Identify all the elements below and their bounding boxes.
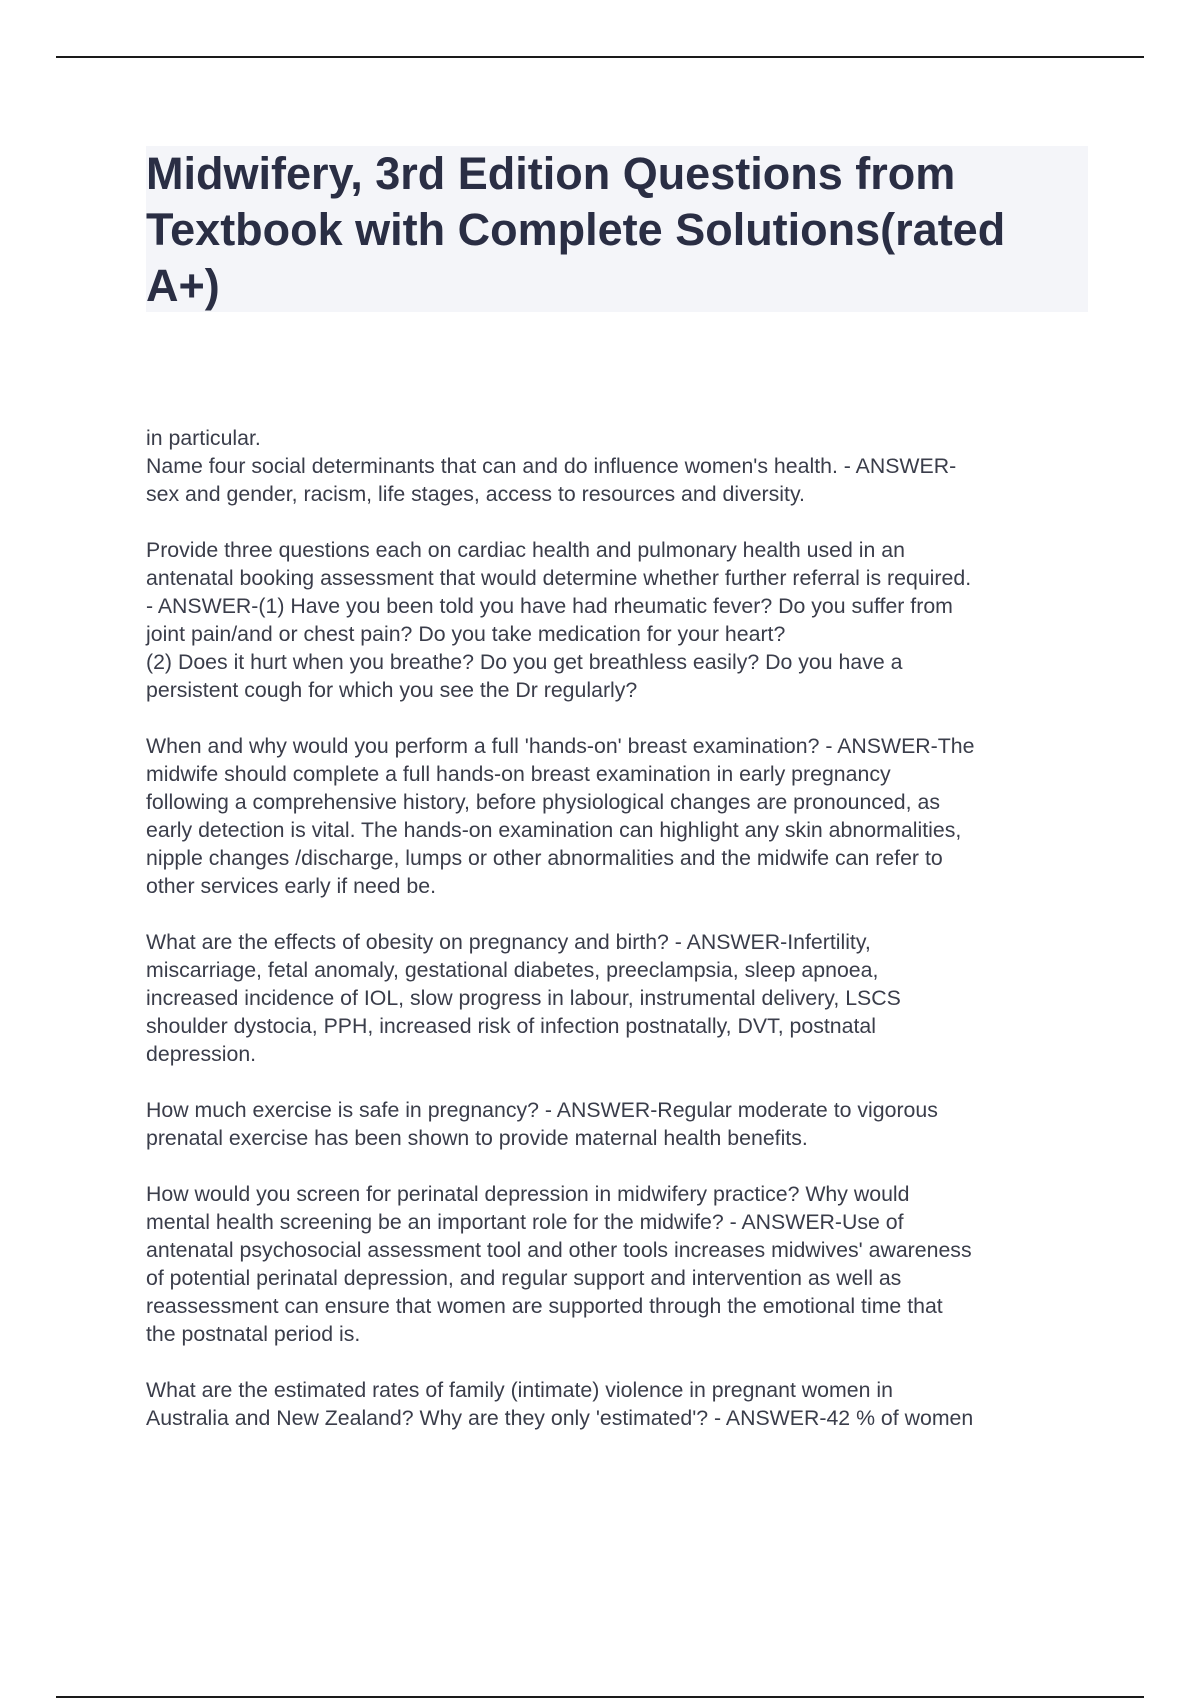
title-block [146, 146, 1088, 312]
bottom-rule [56, 1696, 1144, 1698]
qa-paragraph-3: When and why would you perform a full 'hands-on' breast examination? - ANSWER-The midwife should complete a full hands-on breast examination in early pregnancy following a comprehensive history, before physiological changes are pronounced, as early detection is vital. The hands-on examination can highlight any skin abnormalities, nipple changes /discharge, lumps or other abnormalities and the midwife can refer to other services early if need be. [146, 734, 975, 898]
intro-text: in particular. [146, 426, 261, 450]
document-body [146, 424, 1106, 1432]
qa-paragraph-2: Provide three questions each on cardiac health and pulmonary health used in an antenatal booking assessment that would determine whether further referral is required. - ANSWER-(1) Have you been told you have had rheumatic fever? Do you suffer from joint pain/and or chest pain? Do you take medication for your heart? (2) Does it hurt when you breathe? Do you get breathless easily? Do you have a persistent cough for which you see the Dr regularly? [146, 538, 972, 702]
document-title: Midwifery, 3rd Edition Questions from Textbook with Complete Solutions(rated A+) [146, 148, 1006, 311]
qa-paragraph-4: What are the effects of obesity on pregnancy and birth? - ANSWER-Infertility, miscarriage, fetal anomaly, gestational diabetes, preeclampsia, sleep apnoea, increased incidence of IOL, slow progress in labour, instrumental delivery, LSCS shoulder dystocia, PPH, increased risk of infection postnatally, DVT, postnatal depression. [146, 930, 901, 1066]
qa-paragraph-1: Name four social determinants that can and do influence women's health. - ANSWER- sex and gender, racism, life stages, access to resources and diversity. [146, 454, 957, 506]
qa-paragraph-5: How much exercise is safe in pregnancy? - ANSWER-Regular moderate to vigorous prenatal exercise has been shown to provide maternal health benefits. [146, 1098, 938, 1150]
qa-paragraph-7: What are the estimated rates of family (intimate) violence in pregnant women in Australia and New Zealand? Why are they only 'estimated'? - ANSWER-42 % of women [146, 1378, 974, 1430]
top-rule [56, 56, 1144, 58]
qa-paragraph-6: How would you screen for perinatal depression in midwifery practice? Why would mental health screening be an important role for the midwife? - ANSWER-Use of antenatal psychosocial assessment tool and other tools increases midwives' awareness of potential perinatal depression, and regular support and intervention as well as reassessment can ensure that women are supported through the emotional time that the postnatal period is. [146, 1182, 972, 1346]
